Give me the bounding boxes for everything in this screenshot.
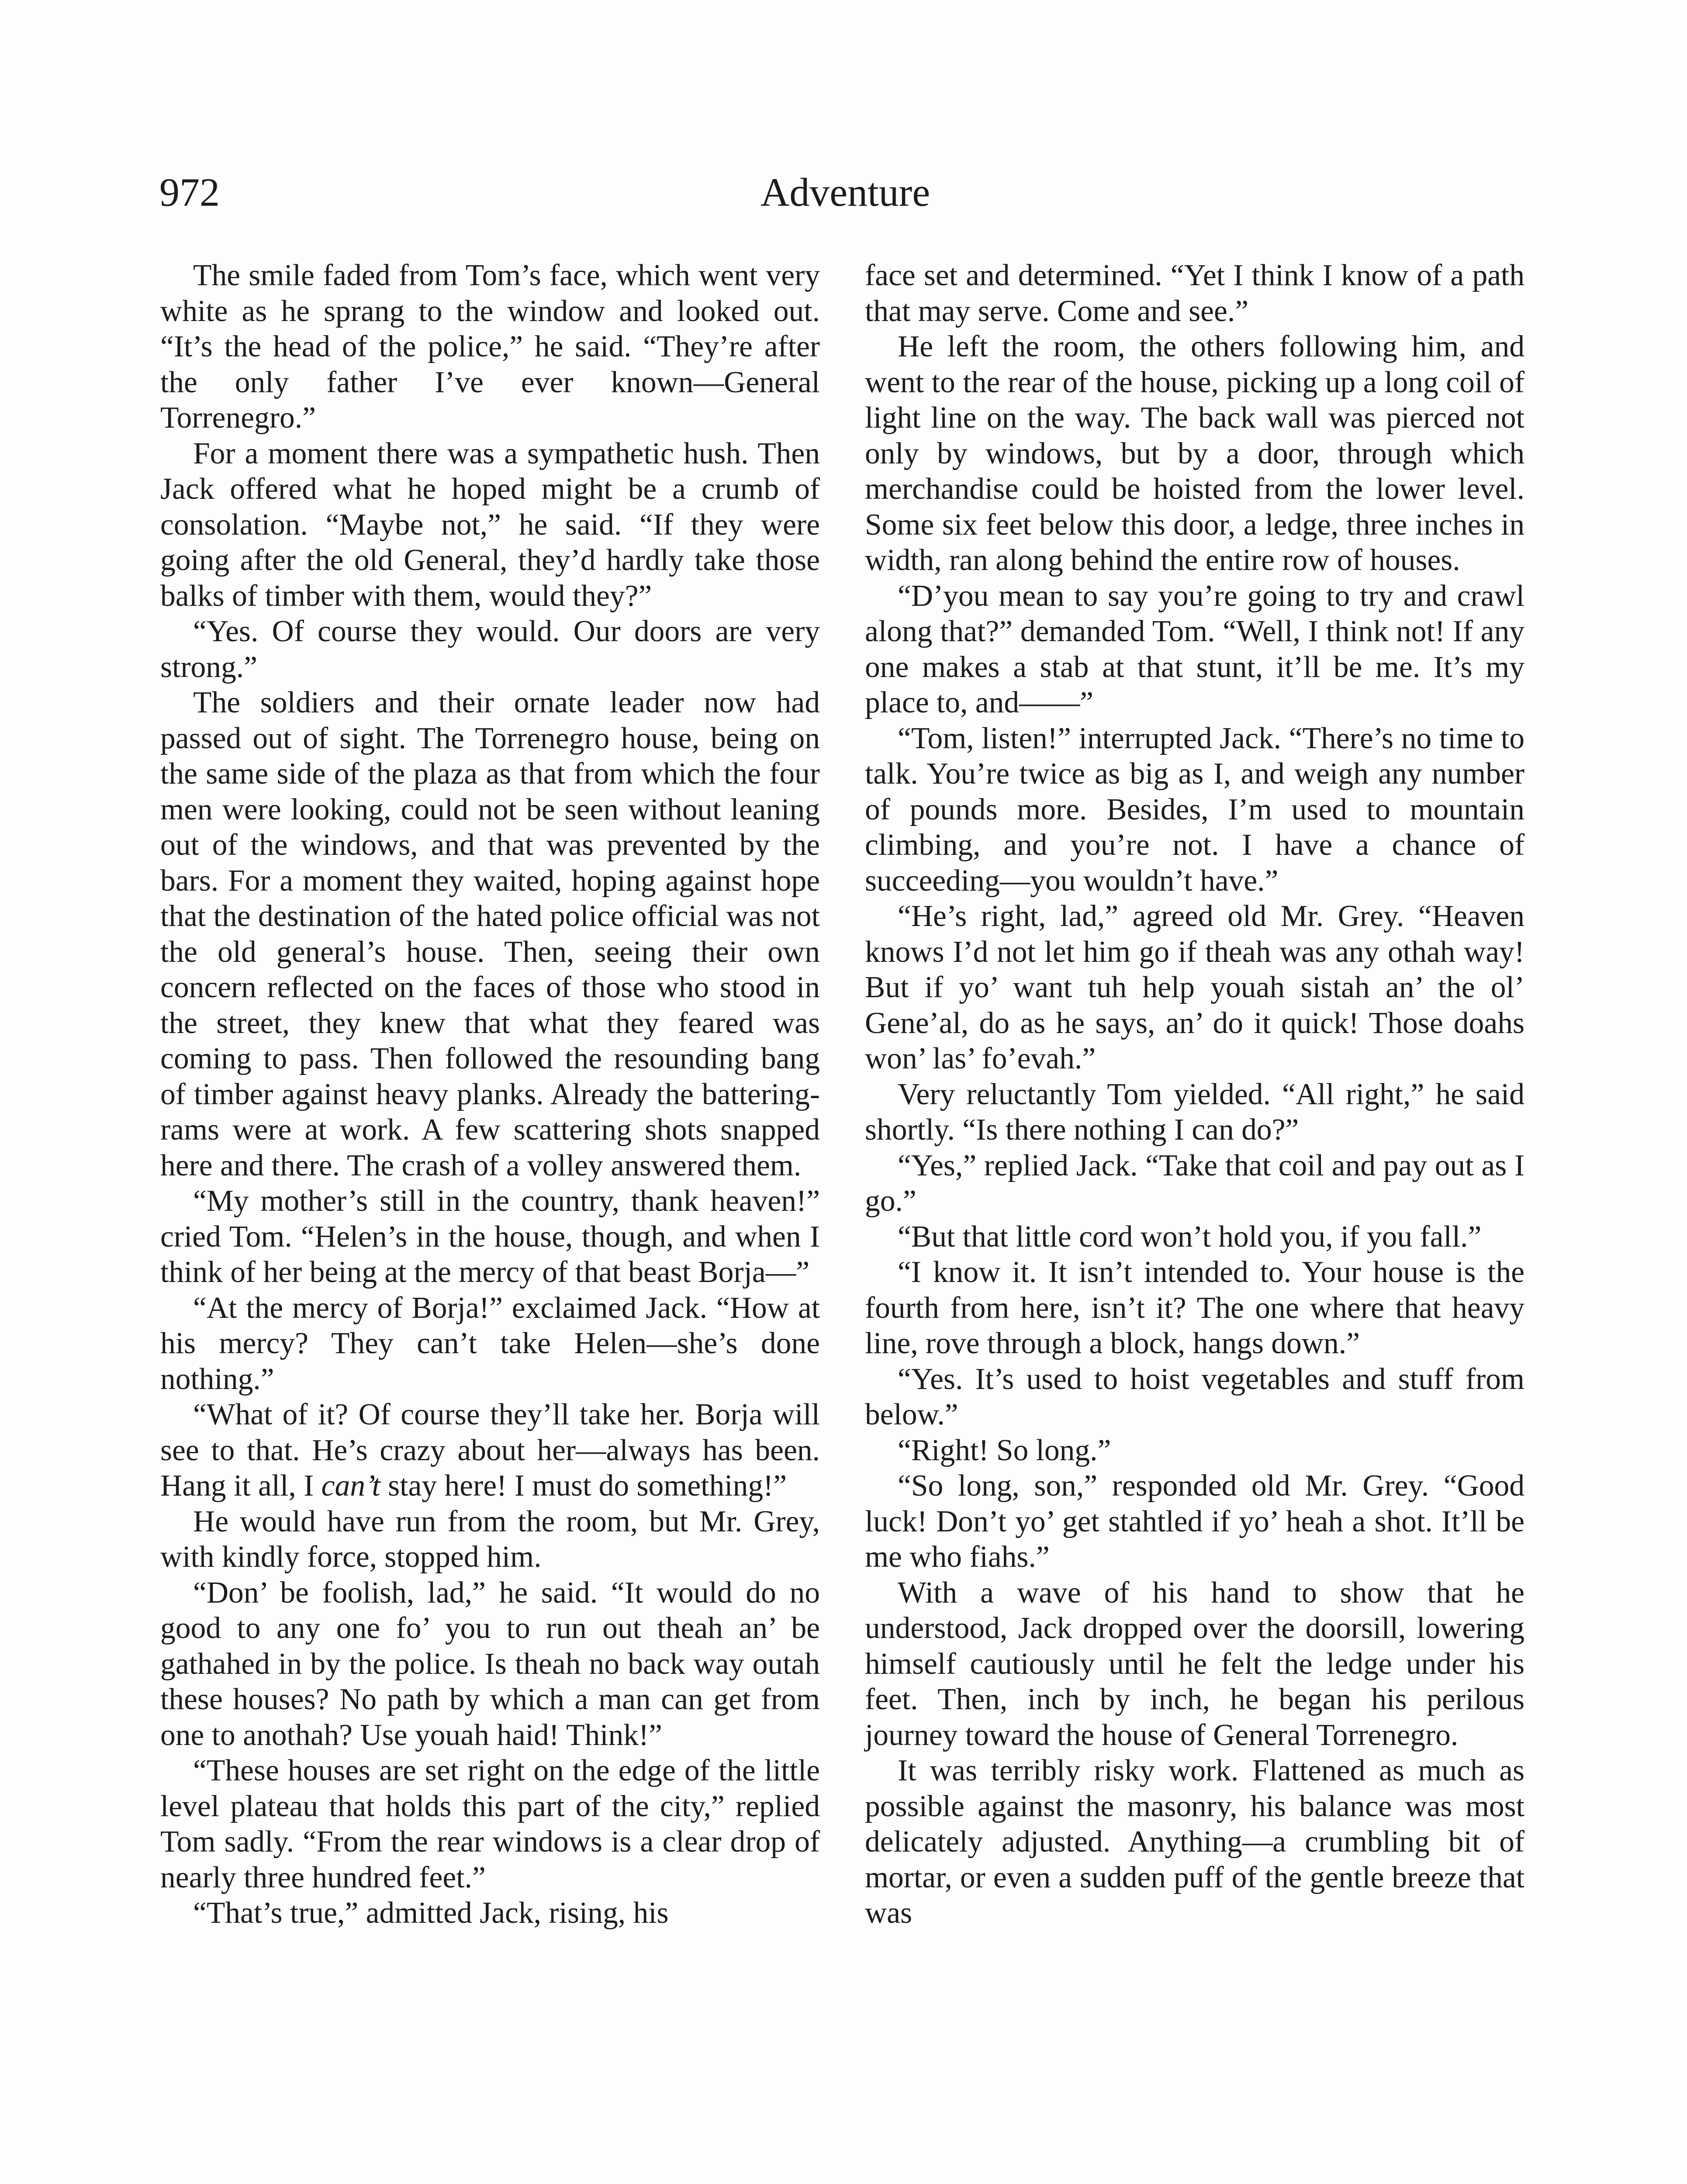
paragraph: The soldiers and their ornate leader now had passed out of sight. The Torrenegro house, being on the same side of the plaza as that from which the four men were looking, could not be seen without leaning out of the windows, and that was prevented by the bars. For a moment they waited, hoping against hope that the destination of the hated police official was not the old general’s house. Then, seeing their own concern reflected on the faces of those who stood in the street, they knew that what they feared was coming to pass. Then followed the resounding bang of timber against heavy planks. Already the battering-rams were at work. A few scattering shots snapped here and there. The crash of a volley answered them. — [160, 686, 820, 1182]
paragraph: “Don’ be foolish, lad,” he said. “It would do no good to any one fo’ you to run out theah an’ be gathahed in by the police. Is theah no back way outah these houses? No path by which a man can get from one to anothah? Use youah haid! Think!” — [160, 1576, 820, 1752]
paragraph: “Yes. It’s used to hoist vegetables and stuff from below.” — [865, 1362, 1525, 1431]
paragraph: “D’you mean to say you’re going to try and crawl along that?” demanded Tom. “Well, I think not! If any one makes a stab at that stunt, it’ll be me. It’s my place to, and——” — [865, 579, 1525, 719]
paragraph: He left the room, the others following him, and went to the rear of the house, picking up a long coil of light line on the way. The back wall was pierced not only by windows, but by a door, through which merchandise could be hoisted from the lower level. Some six feet below this door, a ledge, three inches in width, ran along behind the entire row of houses. — [865, 330, 1525, 577]
paragraph: He would have run from the room, but Mr. Grey, with kindly force, stopped him. — [160, 1504, 820, 1574]
paragraph: “Yes. Of course they would. Our doors are very strong.” — [160, 615, 820, 684]
left-text-column — [160, 258, 820, 1931]
page-header — [159, 166, 1531, 223]
paragraph: “Yes,” replied Jack. “Take that coil and pay out as I go.” — [865, 1148, 1525, 1218]
paragraph: “These houses are set right on the edge of the little level plateau that holds this part of the city,” replied Tom sadly. “From the rear windows is a clear drop of nearly three hundred feet.” — [160, 1754, 820, 1894]
paragraph: “At the mercy of Borja!” exclaimed Jack. “How at his mercy? They can’t take Helen—she’s done nothing.” — [160, 1291, 820, 1396]
emphasis-text: can’t — [321, 1469, 380, 1503]
paragraph: For a moment there was a sympathetic hush. Then Jack offered what he hoped might be a crumb of consolation. “Maybe not,” he said. “If they were going after the old General, they’d hardly take those balks of timber with them, would they?” — [160, 436, 820, 613]
paragraph: Very reluctantly Tom yielded. “All right,” he said shortly. “Is there nothing I can do?” — [865, 1077, 1525, 1147]
paragraph-text: stay here! I must do something!” — [380, 1469, 787, 1503]
paragraph: With a wave of his hand to show that he understood, Jack dropped over the doorsill, lowering himself cautiously until he felt the ledge under his feet. Then, inch by inch, he began his perilous journey toward the house of General Torrenegro. — [865, 1576, 1525, 1752]
paragraph: It was terribly risky work. Flattened as much as possible against the masonry, his balance was most delicately adjusted. Anything—a crumbling bit of mortar, or even a sudden puff of the gentle breeze that was — [865, 1754, 1525, 1930]
running-title: Adventure — [760, 170, 930, 214]
paragraph: “But that little cord won’t hold you, if you fall.” — [898, 1220, 1482, 1254]
paragraph: face set and determined. “Yet I think I know of a path that may serve. Come and see.” — [865, 259, 1525, 328]
paragraph-text: “What of it? Of course they’ll take her. Borja will see to that. He’s crazy about her—always has been. Hang it all, I — [160, 1398, 820, 1503]
paragraph: “So long, son,” responded old Mr. Grey. “Good luck! Don’t yo’ get stahtled if yo’ heah a shot. It’ll be me who fiahs.” — [865, 1469, 1525, 1574]
paragraph: “Tom, listen!” interrupted Jack. “There’s no time to talk. You’re twice as big as I, and weigh any number of pounds more. Besides, I’m used to mountain climbing, and you’re not. I have a chance of succeeding—you wouldn’t have.” — [865, 721, 1525, 898]
paragraph: “My mother’s still in the country, thank heaven!” cried Tom. “Helen’s in the house, though, and when I think of her being at the mercy of that beast Borja—” — [160, 1184, 820, 1289]
paragraph — [160, 1397, 820, 1504]
paragraph: “I know it. It isn’t intended to. Your house is the fourth from here, isn’t it? The one where that heavy line, rove through a block, hangs down.” — [865, 1255, 1525, 1360]
page-number: 972 — [159, 170, 220, 214]
right-text-column — [865, 258, 1525, 1931]
paragraph: “Right! So long.” — [898, 1433, 1111, 1467]
paragraph: “That’s true,” admitted Jack, rising, his — [193, 1896, 669, 1930]
paragraph: “He’s right, lad,” agreed old Mr. Grey. “Heaven knows I’d not let him go if theah was any othah way! But if yo’ want tuh help youah sistah an’ the ol’ Gene’al, do as he says, an’ do it quick! Those doahs won’ las’ fo’evah.” — [865, 899, 1525, 1075]
paragraph: The smile faded from Tom’s face, which went very white as he sprang to the window and looked out. “It’s the head of the police,” he said. “They’re after the only father I’ve ever known—General Torrenegro.” — [160, 259, 820, 435]
